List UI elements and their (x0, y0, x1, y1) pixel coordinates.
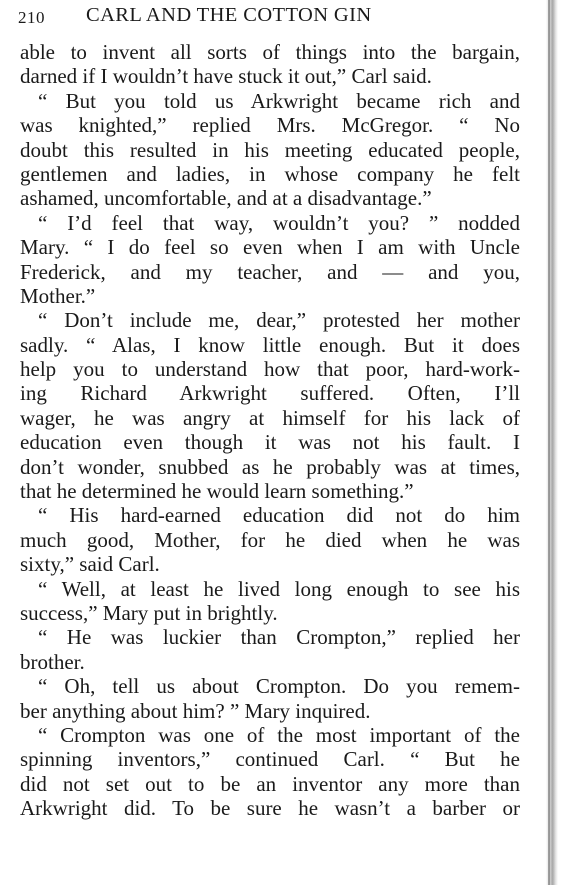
text-line: Mary. “ I do feel so even when I am with Uncle (20, 235, 520, 260)
page-number: 210 (18, 8, 45, 27)
text-line: was knighted,” replied Mrs. McGregor. “ No (20, 113, 520, 138)
text-line: sixty,” said Carl. (20, 552, 160, 577)
text-line: ashamed, uncomfortable, and at a disadvantage.” (20, 186, 432, 211)
text-line: sadly. “ Alas, I know little enough. But it does (20, 332, 520, 357)
text-line: “ Crompton was one of the most important of the (38, 722, 520, 747)
text-line: “ But you told us Arkwright became rich and (38, 88, 520, 113)
text-line: ber anything about him? ” Mary inquired. (20, 698, 371, 723)
page-edge-line (548, 0, 550, 885)
running-head: CARL AND THE COTTON GIN (86, 4, 372, 26)
body-text (20, 40, 520, 821)
text-line: Arkwright did. To be sure he wasn’t a barber or (20, 796, 520, 821)
text-line: did not set out to be an inventor any more than (20, 771, 520, 796)
text-line: help you to understand how that poor, hard-work- (20, 357, 520, 382)
text-line: education even though it was not his fault. I (20, 430, 520, 455)
text-line: “ Oh, tell us about Crompton. Do you remem- (38, 674, 520, 699)
text-line: spinning inventors,” continued Carl. “ But he (20, 747, 520, 772)
text-line: success,” Mary put in brightly. (20, 600, 278, 625)
text-line: brother. (20, 649, 85, 674)
text-line: “ His hard-earned education did not do him (38, 503, 520, 528)
text-line: don’t wonder, snubbed as he probably was at times, (20, 454, 520, 479)
text-line: “ I’d feel that way, wouldn’t you? ” nodded (38, 210, 520, 235)
text-line: much good, Mother, for he died when he was (20, 527, 520, 552)
text-line: that he determined he would learn something.” (20, 479, 414, 504)
text-line: Mother.” (20, 283, 96, 308)
text-line: darned if I wouldn’t have stuck it out,” Carl said. (20, 64, 432, 89)
text-line: “ Well, at least he lived long enough to see his (38, 576, 520, 601)
text-line: “ He was luckier than Crompton,” replied her (38, 625, 520, 650)
text-line: wager, he was angry at himself for his lack of (20, 405, 520, 430)
text-line: able to invent all sorts of things into the bargain, (20, 40, 520, 64)
text-line: doubt this resulted in his meeting educated people, (20, 137, 520, 162)
text-line: gentlemen and ladies, in whose company he felt (20, 161, 520, 186)
text-line: ing Richard Arkwright suffered. Often, I’ll (20, 381, 520, 406)
page-header (18, 4, 518, 32)
text-line: Frederick, and my teacher, and — and you, (20, 259, 520, 284)
text-line: “ Don’t include me, dear,” protested her mother (38, 308, 520, 333)
